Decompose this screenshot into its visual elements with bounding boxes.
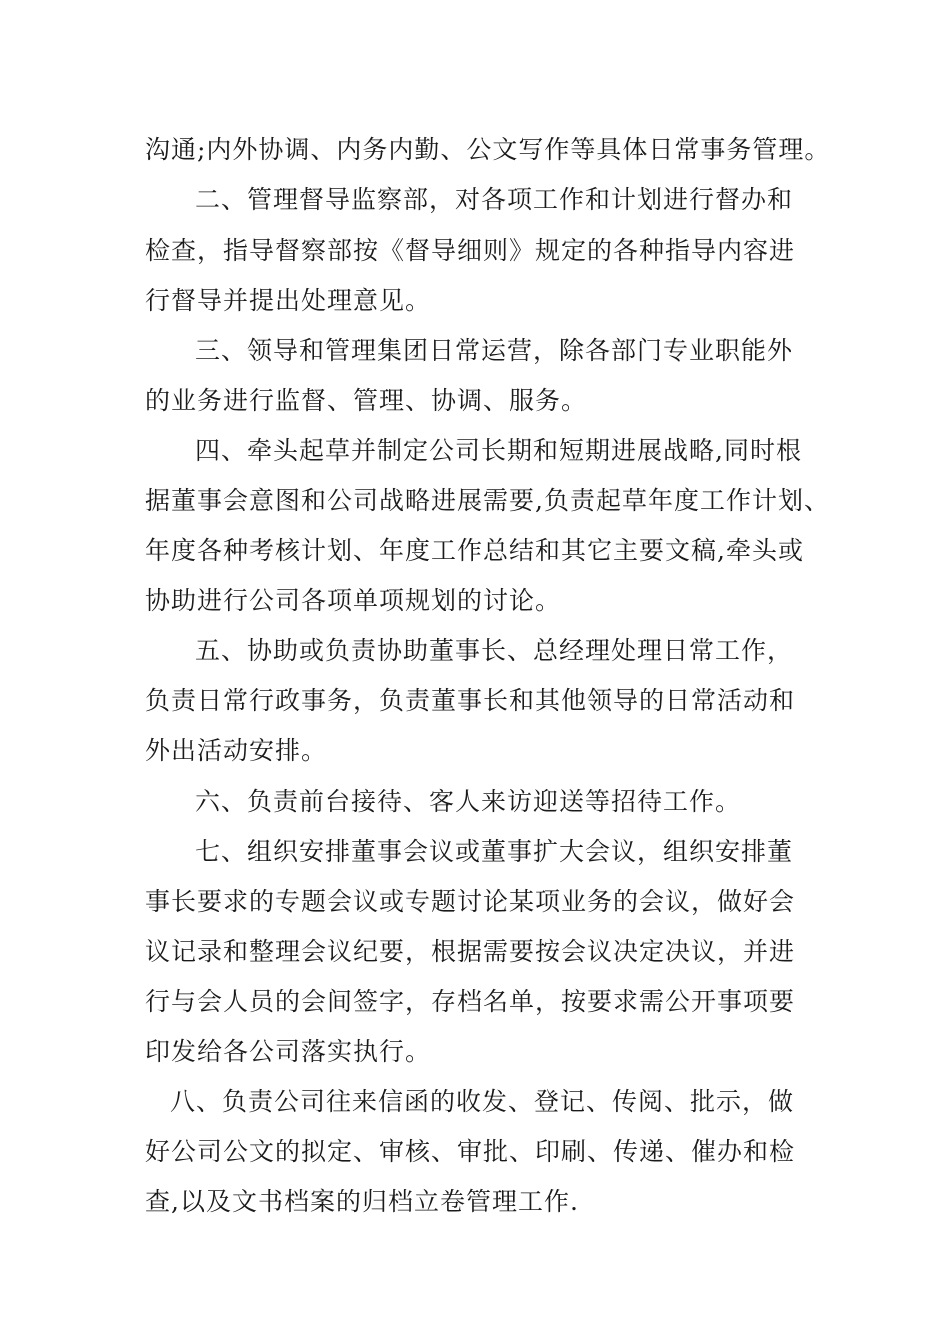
- paragraph-2-line-2: 检查，指导督察部按《督导细则》规定的各种指导内容进: [145, 236, 796, 265]
- paragraph-3-line-2: 的业务进行监督、管理、协调、服务。: [145, 386, 588, 415]
- paragraph-7-line-3: 议记录和整理会议纪要，根据需要按会议决定决议，并进: [145, 937, 796, 966]
- paragraph-6-line-1: 六、负责前台接待、客人来访迎送等招待工作。: [195, 787, 742, 816]
- paragraph-7-line-5: 印发给各公司落实执行。: [145, 1037, 432, 1066]
- paragraph-4-line-3: 年度各种考核计划、年度工作总结和其它主要文稿,牵头或: [145, 536, 804, 565]
- paragraph-8-line-1: 八、负责公司往来信函的收发、登记、传阅、批示，做: [170, 1087, 795, 1116]
- paragraph-7-line-1: 七、组织安排董事会议或董事扩大会议，组织安排董: [195, 837, 794, 866]
- paragraph-8-line-3: 查,以及文书档案的归档立卷管理工作.: [145, 1187, 579, 1216]
- paragraph-2-line-3: 行督导并提出处理意见。: [145, 286, 432, 315]
- paragraph-5-line-2: 负责日常行政事务，负责董事长和其他领导的日常活动和: [145, 686, 796, 715]
- paragraph-8-line-2: 好公司公文的拟定、审核、审批、印刷、传递、催办和检: [145, 1137, 796, 1166]
- paragraph-7-line-4: 行与会人员的会间签字，存档名单，按要求需公开事项要: [145, 987, 796, 1016]
- paragraph-5-line-1: 五、协助或负责协助董事长、总经理处理日常工作，: [195, 636, 794, 665]
- paragraph-7-line-2: 事长要求的专题会议或专题讨论某项业务的会议，做好会: [145, 887, 796, 916]
- paragraph-3-line-1: 三、领导和管理集团日常运营，除各部门专业职能外: [195, 336, 794, 365]
- paragraph-4-line-2: 据董事会意图和公司战略进展需要,负责起草年度工作计划、: [145, 486, 830, 515]
- paragraph-2-line-1: 二、管理督导监察部，对各项工作和计划进行督办和: [195, 185, 794, 214]
- paragraph-4-line-4: 协助进行公司各项单项规划的讨论。: [145, 586, 562, 615]
- paragraph-5-line-3: 外出活动安排。: [145, 736, 328, 765]
- paragraph-0-line-1: 沟通;内外协调、内务内勤、公文写作等具体日常事务管理。: [145, 135, 831, 164]
- paragraph-4-line-1: 四、牵头起草并制定公司长期和短期进展战略,同时根: [195, 436, 802, 465]
